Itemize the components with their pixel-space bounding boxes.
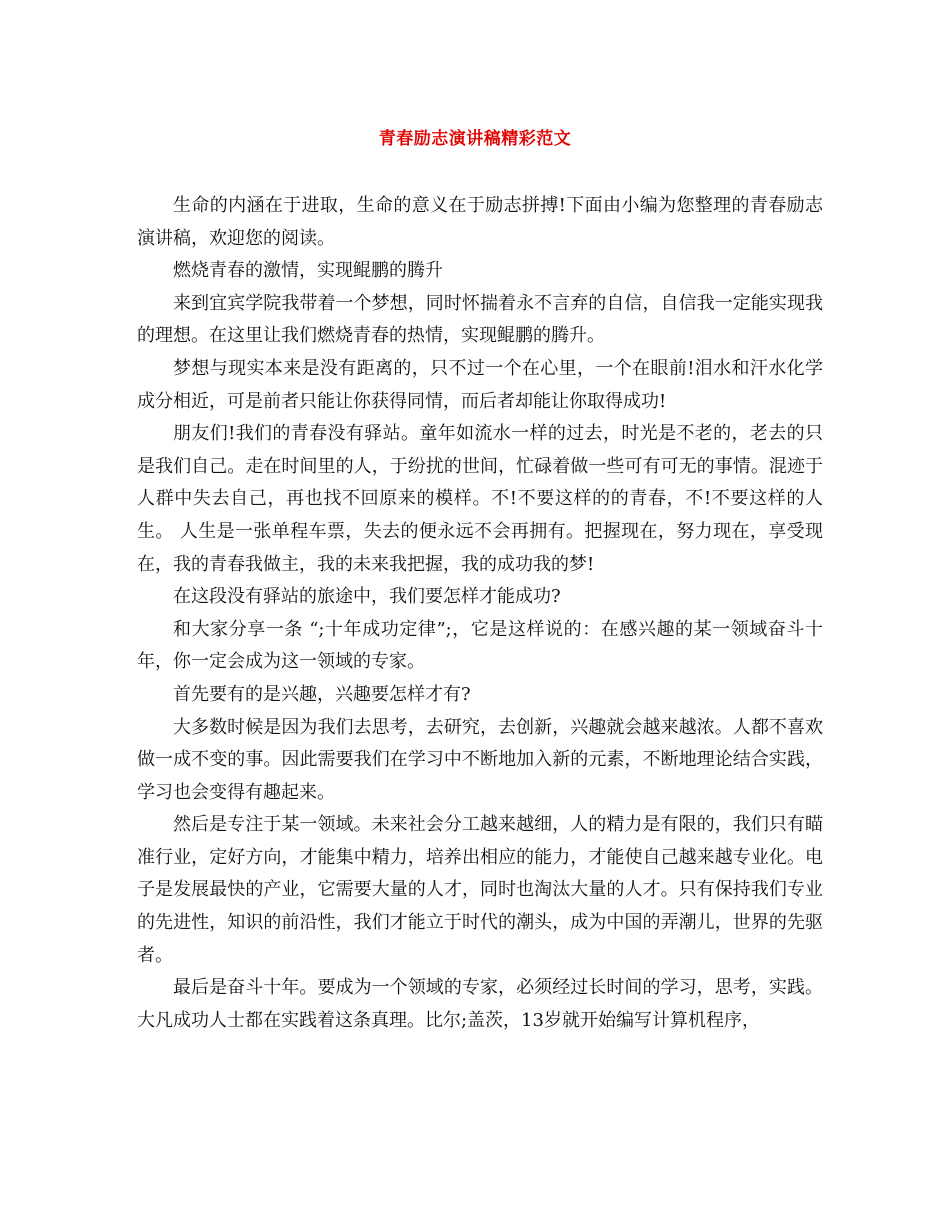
paragraph: 和大家分享一条 “;十年成功定律”;，它是这样说的：在感兴趣的某一领域奋斗十年，你一定会成为这一领域的专家。 xyxy=(137,618,823,673)
paragraph-intro: 生命的内涵在于进取，生命的意义在于励志拼搏!下面由小编为您整理的青春励志演讲稿，欢迎您的阅读。 xyxy=(137,195,823,249)
paragraph: 在这段没有驿站的旅途中，我们要怎样才能成功? xyxy=(173,586,561,608)
document-body xyxy=(137,190,823,1037)
paragraph: 来到宜宾学院我带着一个梦想，同时怀揣着永不言弃的自信，自信我一定能实现我的理想。在这里让我们燃烧青春的热情，实现鲲鹏的腾升。 xyxy=(137,292,823,347)
paragraph-subheading: 燃烧青春的激情，实现鲲鹏的腾升 xyxy=(173,260,443,282)
paragraph: 梦想与现实本来是没有距离的，只不过一个在心里，一个在眼前!泪水和汗水化学成分相近，可是前者只能让你获得同情，而后者却能让你取得成功! xyxy=(137,357,823,412)
document-title: 青春励志演讲稿精彩范文 xyxy=(378,129,572,149)
paragraph: 朋友们!我们的青春没有驿站。童年如流水一样的过去，时光是不老的，老去的只是我们自己。走在时间里的人，于纷扰的世间，忙碌着做一些可有可无的事情。混迹于人群中失去自己，再也找不回原来的模样。不!不要这样的的青春，不!不要这样的人生。 人生是一张单程车票，失去的便永远不会再拥有。把握现在，努力现在，享受现在，我的青春我做主，我的未来我把握，我的成功我的梦! xyxy=(137,423,823,575)
paragraph: 首先要有的是兴趣，兴趣要怎样才有? xyxy=(173,683,471,705)
paragraph: 大多数时候是因为我们去思考，去研究，去创新，兴趣就会越来越浓。人都不喜欢做一成不变的事。因此需要我们在学习中不断地加入新的元素，不断地理论结合实践，学习也会变得有趣起来。 xyxy=(137,716,823,803)
paragraph: 最后是奋斗十年。要成为一个领域的专家，必须经过长时间的学习，思考，实践。大凡成功人士都在实践着这条真理。比尔;盖茨，13岁就开始编写计算机程序， xyxy=(137,977,823,1031)
paragraph: 然后是专注于某一领域。未来社会分工越来越细，人的精力是有限的，我们只有瞄准行业，定好方向，才能集中精力，培养出相应的能力，才能使自己越来越专业化。电子是发展最快的产业，它需要大量的人才，同时也淘汰大量的人才。只有保持我们专业的先进性，知识的前沿性，我们才能立于时代的潮头，成为中国的弄潮儿，世界的先驱者。 xyxy=(137,814,823,966)
